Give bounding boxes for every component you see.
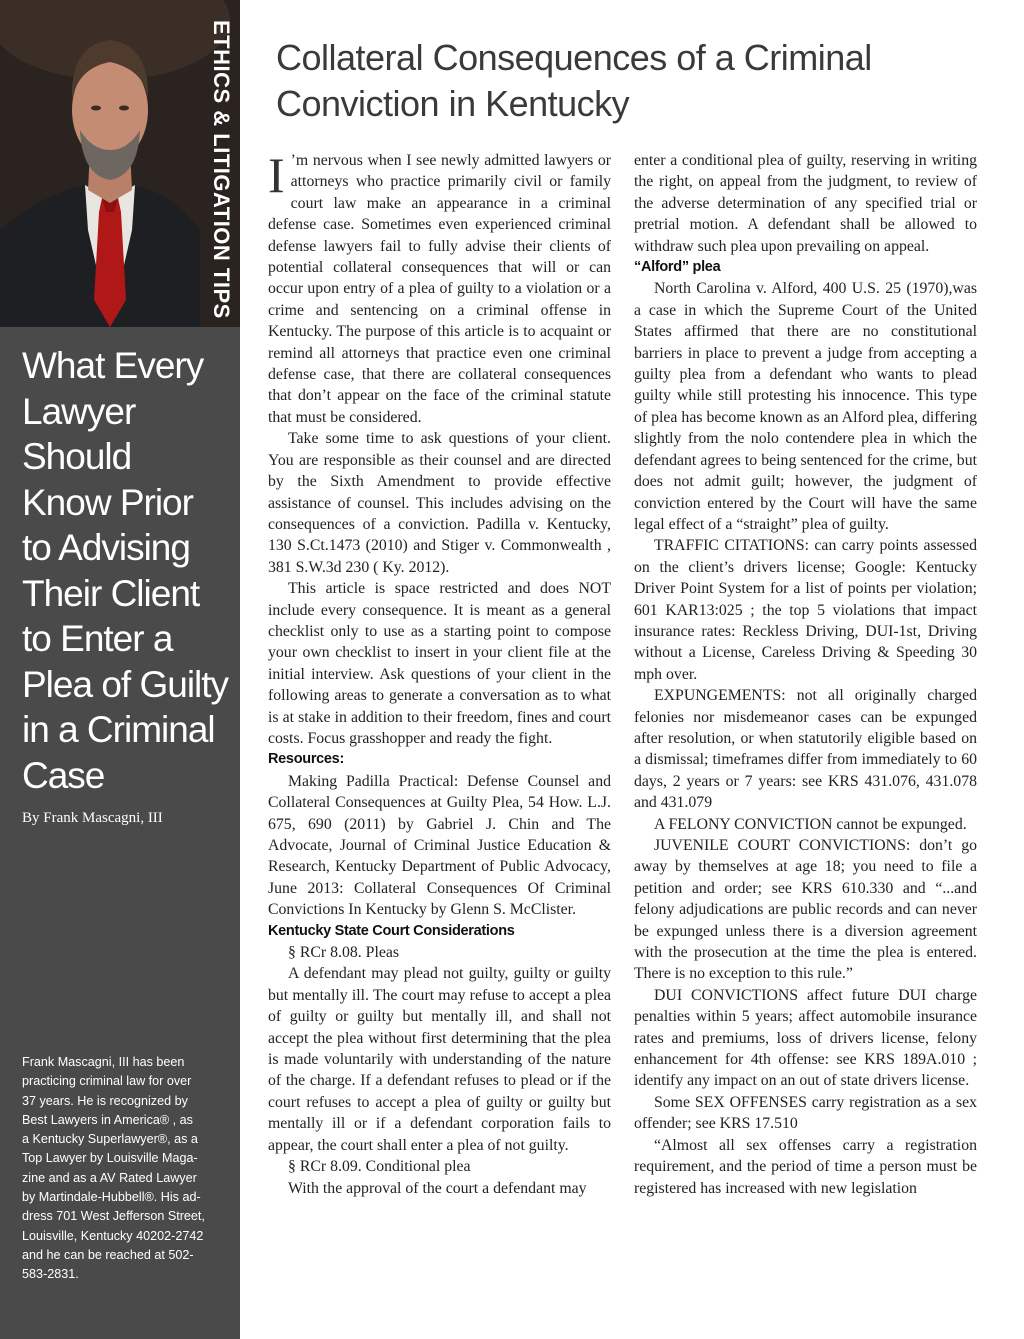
bio-line: Frank Mascagni, III has been [22, 1055, 185, 1069]
resources-heading: Resources: [268, 751, 344, 768]
bio-line: Louisville, Kentucky 40202-2742 [22, 1228, 204, 1243]
headline-line: Should [22, 436, 132, 477]
headline-line: to Enter a [22, 618, 173, 659]
bio-line: zine and as a AV Rated Lawyer [22, 1170, 197, 1185]
headline-line: Know Prior [22, 481, 193, 523]
headline-line: What Every [22, 345, 204, 386]
title-line: Collateral Consequences of a Criminal [276, 37, 872, 78]
article-title [276, 35, 1006, 127]
section-label-text: ETHICS & LITIGATION TIPS [209, 20, 234, 319]
bio-line: Top Lawyer by Louisville Maga- [22, 1151, 198, 1166]
bio-line: Best Lawyers in America® , as [22, 1112, 193, 1127]
bio-line: dress 701 West Jefferson Street, [22, 1209, 205, 1224]
section-label [196, 20, 240, 319]
paragraph: Making Padilla Practical: Defense Counsel and Collateral Consequences at Guilty Plea, 54 How. L.J. 675, 690 (2011) by Gabriel J. Chin and The Advocate, Journal of Criminal Justice Education & Research, Kentucky Department of Public Advocacy, June 2013: Collateral Consequences Of Criminal Convictions In Kentucky by Glenn S. McClister. [268, 772, 611, 919]
paragraph [268, 147, 611, 428]
byline: By Frank Mascagni, III [22, 810, 163, 826]
sidebar [0, 0, 240, 1339]
paragraph: A defendant may plead not guilty, guilty or guilty but mentally ill. The court may refuse to accept a plea of guilty or guilty but mentally ill, and shall not accept the plea without first determining that the plea is made voluntarily with understanding of the nature of the charge. If a defendant refuses to plead or if the court refuses to accept a plea of guilty or guilty but mentally ill or if a defendant corporation fails to appear, the court shall enter a plea of not guilty. [268, 965, 611, 1154]
alford-heading: “Alford” plea [634, 259, 721, 276]
bio-line: practicing criminal law for over [22, 1074, 192, 1089]
paragraph: Take some time to ask questions of your client. You are responsible as their counsel and are directed by the Sixth Amendment to provide effective assistance of counsel. This includes advising on the consequences of a conviction. Padilla v. Kentucky, 130 S.Ct.1473 (2010) and Stiger v. Commonwealth , 381 S.W.3d 230 ( Ky. 2012). [268, 430, 611, 576]
author-bio [22, 1053, 227, 1285]
article-column-1 [268, 147, 611, 1199]
sidebar-headline [22, 343, 232, 798]
bio-line: 37 years. He is recognized by [22, 1093, 188, 1108]
bio-line: 583-2831. [22, 1267, 79, 1282]
ky-considerations-heading: Kentucky State Court Considerations [268, 922, 515, 939]
bio-line: and he can be reached at 502- [22, 1247, 194, 1262]
paragraph: This article is space restricted and does NOT include every consequence. It is meant as a general checklist only to use as a starting point to compose your own checklist to insert in your client file at the initial interview. Ask questions of your client in the following areas to generate a conversation as to what is at stake in addition to their freedom, fines and court costs. Focus grasshopper and ready the fight. [268, 580, 611, 747]
paragraph: TRAFFIC CITATIONS: can carry points assessed on the client’s drivers license; Google: Kentucky Driver Point System for a list of points per violation; 601 KAR13:025 ; the top 5 violations that impact insurance rates: Reckless Driving, DUI-1st, Driving without a License, Careless Driving & Speeding 30 mph over. [634, 537, 977, 683]
paragraph: § RCr 8.09. Conditional plea [288, 1158, 471, 1176]
paragraph: A FELONY CONVICTION cannot be expunged. [654, 815, 967, 833]
paragraph: § RCr 8.08. Pleas [288, 944, 400, 962]
paragraph: “Almost all sex offenses carry a registration requirement, and the period of time a person must be registered has increased with new legislation [634, 1136, 977, 1197]
title-line: Conviction in Kentucky [276, 83, 630, 124]
headline-line: Plea of Guilty [22, 663, 229, 705]
paragraph: EXPUNGEMENTS: not all originally charged felonies nor misdemeanor cases can be expunged after resolution, or when statutorily eligible based on a dismissal; timeframes differ from immediately to 60 days, 2 years or 7 years: see KRS 431.076, 431.078 and 431.079 [634, 687, 977, 812]
headline-line: Case [22, 754, 105, 796]
article-column-2 [634, 150, 977, 1199]
headline-line: in a Criminal [22, 709, 215, 750]
paragraph: DUI CONVICTIONS affect future DUI charge penalties within 5 years; affect automobile insurance rates and premiums, loss of drivers license, felony enhancement for 4th offense: see KRS 189A.010 ; identify any impact on an out of state drivers license. [634, 986, 977, 1090]
paragraph: JUVENILE COURT CONVICTIONS: don’t go away by themselves at age 18; you need to file a petition and order; see KRS 610.330 and “...and felony adjudications are public records and can never be expunged unless there is a diversion agreement with the prosecution at the time the plea is entered. There is no exception to this rule.” [634, 837, 977, 983]
drop-cap: I [268, 147, 285, 203]
paragraph: enter a conditional plea of guilty, reserving in writing the right, on appeal from the judgment, to review of the adverse determination of any specified trial or pretrial motion. A defendant shall be allowed to withdraw such plea upon prevailing on appeal. [634, 152, 977, 255]
paragraph-text: ’m nervous when I see newly admitted lawyers or attorneys who practice primarily civil or family court law make an appearance in a criminal defense case. Sometimes even experienced criminal defense lawyers fail to fully advise their clients of potential collateral consequences that will or can occur upon entry of a plea of guilty to a violation or a crime and sentencing on a criminal offense in Kentucky. The purpose of this article is to acquaint or remind all attorneys that practice even one criminal defense case, that there are collateral consequences that don’t appear on the face of the criminal statute that must be considered. [268, 152, 611, 426]
headline-line: Lawyer [22, 390, 136, 432]
paragraph: North Carolina v. Alford, 400 U.S. 25 (1970),was a case in which the Supreme Court of the United States affirmed that there are no constitutional barriers in place to prevent a judge from accepting a guilty plea from a defendant who wants to plead guilty while still protesting his innocence. This type of plea has become known as an Alford plea, differing slightly from the nolo contendere plea in which the defendant agrees to being sentenced for the crime, but does not admit guilt; however, the judgment of conviction entered by the Court will have the same legal effect of a “straight” plea of guilty. [634, 280, 977, 533]
headline-line: Their Client [22, 572, 200, 614]
paragraph: Some SEX OFFENSES carry registration as a sex offender; see KRS 17.510 [634, 1093, 977, 1133]
paragraph: With the approval of the court a defendant may [288, 1179, 587, 1197]
headline-line: to Advising [22, 527, 190, 568]
bio-line: by Martindale-Hubbell®. His ad- [22, 1190, 201, 1205]
bio-line: a Kentucky Superlawyer®, as a [22, 1132, 198, 1147]
